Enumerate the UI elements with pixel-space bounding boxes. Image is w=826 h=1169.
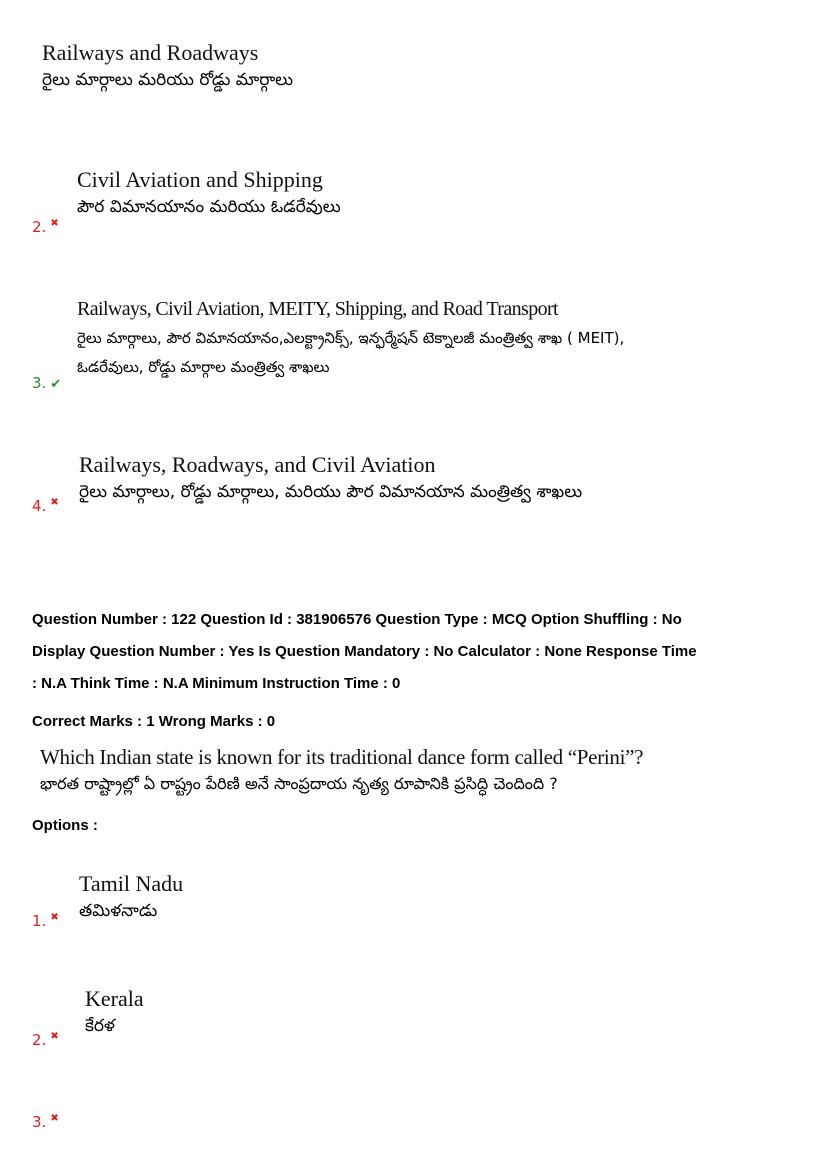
- prev-option-2-number: [32, 218, 59, 236]
- prev-option-4-number: [32, 497, 59, 515]
- question-meta: [32, 604, 822, 700]
- option-2: [85, 986, 144, 1040]
- option-text-te: రైలు మార్గాలు మరియు రోడ్డు మార్గాలు: [42, 70, 294, 90]
- option-number: 2.: [32, 218, 47, 236]
- options-label: Options :: [32, 817, 98, 834]
- option-text-en: Tamil Nadu: [79, 871, 184, 896]
- option-number: 3.: [32, 374, 47, 392]
- option-number: 4.: [32, 497, 47, 515]
- option-text-en: Railways, Roadways, and Civil Aviation: [79, 452, 436, 477]
- prev-option-2: [77, 167, 341, 221]
- question-text-te: భారత రాష్ట్రాల్లో ఏ రాష్ట్రం పేరిణి అనే సాంప్రదాయ నృత్య రూపానికి ప్రసిద్ధి చెందింది ?: [40, 774, 558, 793]
- option-1-number: [32, 912, 59, 930]
- prev-option-1: [42, 40, 293, 94]
- question-text: [40, 744, 822, 798]
- wrong-icon: ✖: [50, 1031, 59, 1042]
- option-1: [79, 871, 183, 925]
- option-text-en: Railways, Civil Aviation, MEITY, Shipping, and Road Transport: [77, 298, 559, 320]
- option-text-te-line2: ఓడరేవులు, రోడ్డు మార్గాల మంత్రిత్వ శాఖలు: [77, 358, 330, 376]
- wrong-icon: ✖: [50, 218, 59, 229]
- option-2-number: [32, 1031, 59, 1049]
- option-text-te: కేరళ: [85, 1016, 115, 1036]
- check-icon: ✔: [50, 377, 62, 392]
- meta-line-3: : N.A Think Time : N.A Minimum Instruction Time : 0: [32, 675, 401, 692]
- option-3-number: [32, 1113, 59, 1131]
- option-number: 2.: [32, 1031, 47, 1049]
- option-text-te: రైలు మార్గాలు, రోడ్డు మార్గాలు, మరియు పౌర విమానయాన మంత్రిత్వ శాఖలు: [79, 482, 583, 502]
- marks: Correct Marks : 1 Wrong Marks : 0: [32, 713, 276, 730]
- option-text-te: తమిళనాడు: [79, 901, 158, 921]
- question-text-en: Which Indian state is known for its traditional dance form called “Perini”?: [40, 745, 644, 769]
- option-text-te: రైలు మార్గాలు, పౌర విమానయానం,ఎలక్ట్రానిక్స్, ఇన్ఫర్మేషన్ టెక్నాలజీ మంత్రిత్వ శాఖ ( MEIT),: [77, 329, 625, 347]
- option-text-en: Kerala: [85, 986, 144, 1011]
- prev-option-4: [79, 452, 582, 506]
- meta-line-1: Question Number : 122 Question Id : 381906576 Question Type : MCQ Option Shuffling : No: [32, 611, 682, 628]
- option-text-te: పౌర విమానయానం మరియు ఓడరేవులు: [77, 197, 341, 217]
- question-block: [32, 604, 822, 842]
- option-text-en: Civil Aviation and Shipping: [77, 167, 323, 192]
- wrong-icon: ✖: [50, 497, 59, 508]
- meta-line-2: Display Question Number : Yes Is Question Mandatory : No Calculator : None Response Time: [32, 643, 697, 660]
- option-text-en: Railways and Roadways: [42, 40, 259, 65]
- wrong-icon: ✖: [50, 1113, 59, 1124]
- option-number: 3.: [32, 1113, 47, 1131]
- wrong-icon: ✖: [50, 912, 59, 923]
- prev-option-3: [77, 296, 624, 380]
- prev-option-3-number: [32, 374, 61, 392]
- option-number: 1.: [32, 912, 47, 930]
